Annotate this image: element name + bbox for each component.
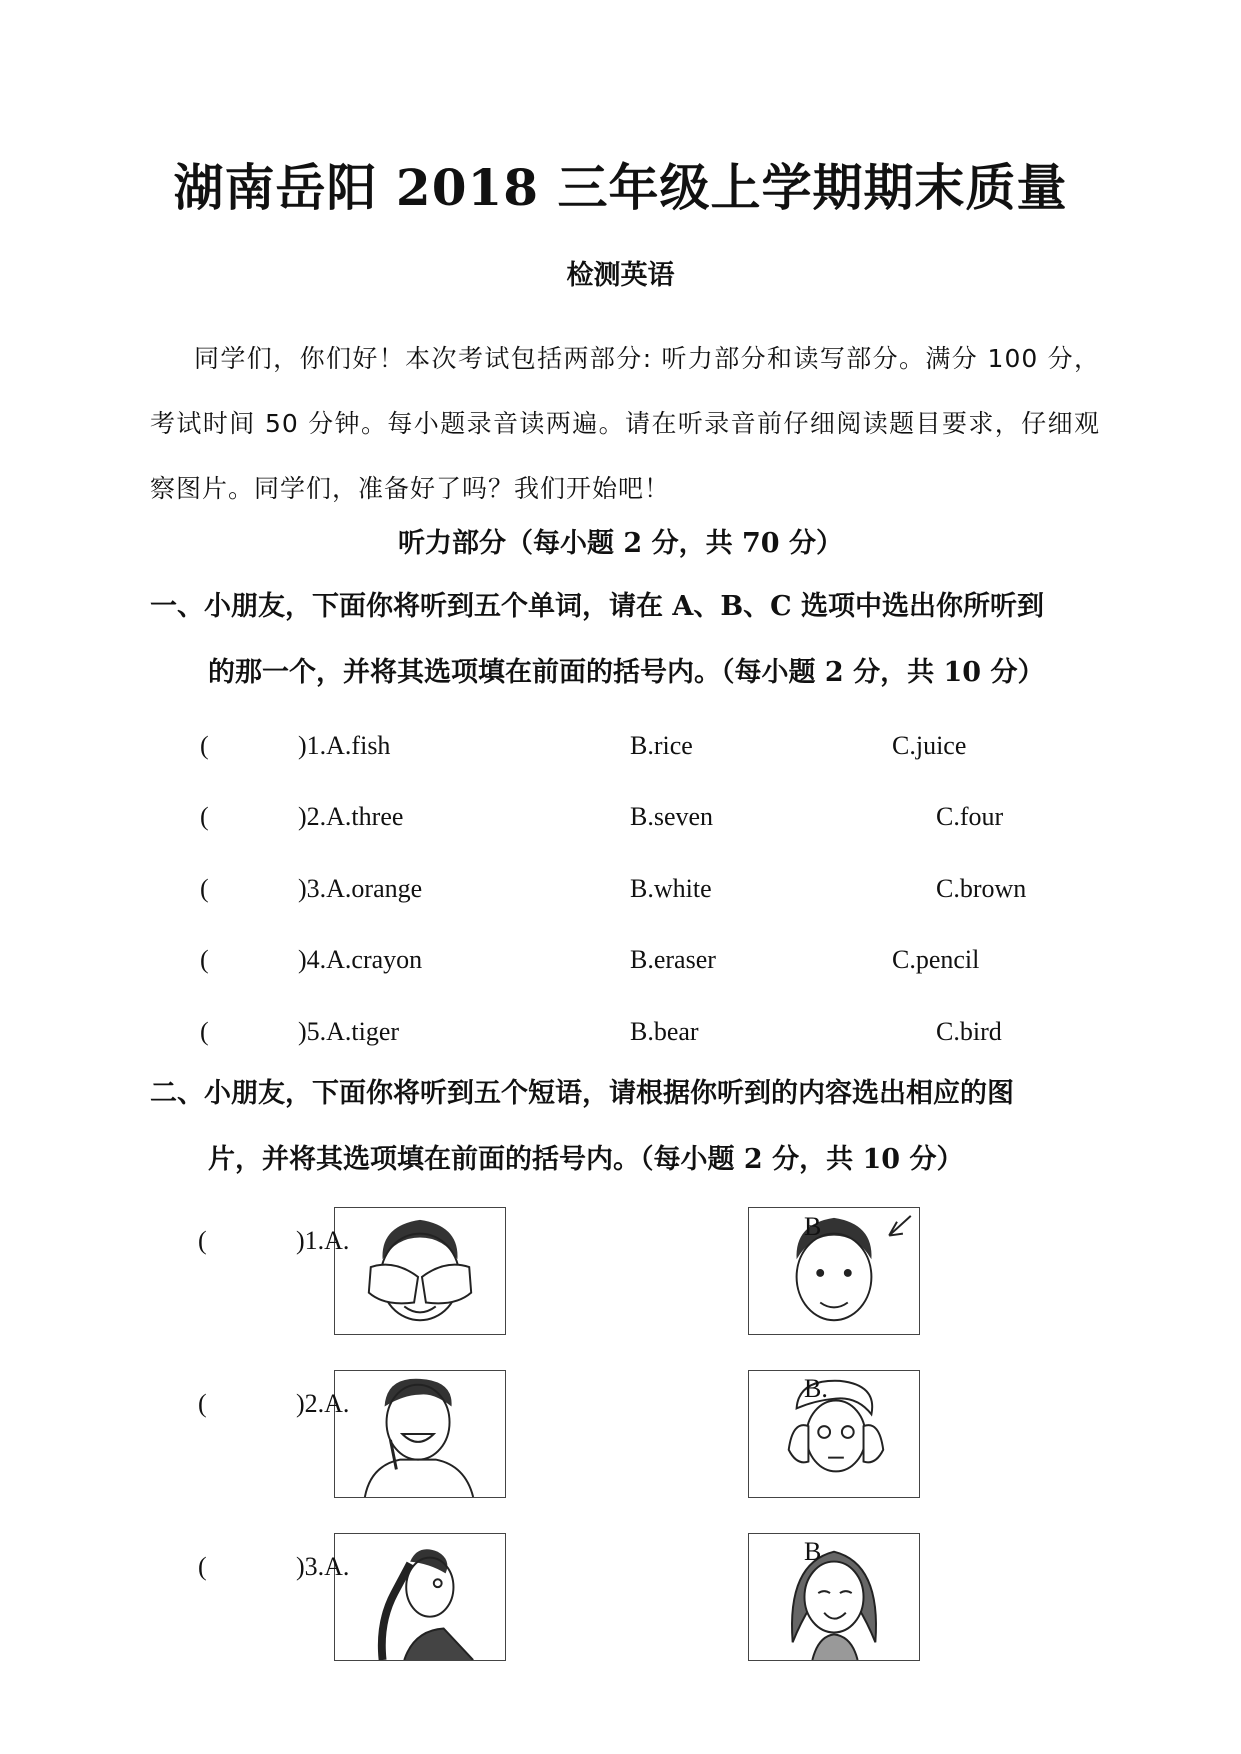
q5-option-a: )5.A.tiger — [298, 1017, 400, 1046]
picture-touch-mouth[interactable] — [334, 1370, 506, 1498]
page-title: 湖南岳阳 2018 三年级上学期期末质量 — [173, 158, 1068, 217]
q2-option-a: )2.A.three — [298, 802, 404, 831]
q1-option-a: )1.A.fish — [298, 731, 391, 760]
picture-cover-eyes[interactable] — [334, 1207, 506, 1335]
page-subtitle: 检测英语 — [566, 260, 675, 291]
answer-paren[interactable]: ( — [198, 1552, 207, 1581]
p2-q3-option-b: B — [804, 1537, 822, 1566]
q3-option-a: )3.A.orange — [298, 874, 423, 903]
q4-option-b: B.eraser — [630, 945, 716, 974]
answer-paren[interactable]: ( — [198, 1226, 207, 1255]
p2-q2-option-b: B. — [804, 1374, 828, 1403]
part2-line2: 片，并将其选项填在前面的括号内。（每小题 2 分，共 10 分） — [208, 1144, 964, 1175]
answer-paren[interactable]: ( — [198, 1389, 207, 1418]
answer-paren[interactable]: ( — [200, 945, 209, 974]
section-title: 听力部分（每小题 2 分，共 70 分） — [398, 528, 843, 559]
part1-line1: 一、小朋友，下面你将听到五个单词，请在 A、B、C 选项中选出你所听到 — [150, 591, 1045, 622]
q5-option-c: C.bird — [936, 1017, 1002, 1046]
p2-q2-option-a: )2.A. — [296, 1389, 350, 1418]
answer-paren[interactable]: ( — [200, 731, 209, 760]
answer-paren[interactable]: ( — [200, 874, 209, 903]
answer-paren[interactable]: ( — [200, 802, 209, 831]
picture-boy-ear[interactable] — [748, 1207, 920, 1335]
q2-option-b: B.seven — [630, 802, 714, 831]
intro-paragraph: 同学们，你们好！本次考试包括两部分: 听力部分和读写部分。满分 100 分，考试时间 50 分钟。每小题录音读两遍。请在听录音前仔细阅读题目要求，仔细观察图片。同学们，准备好了吗？我们开始吧！ — [150, 344, 1100, 503]
picture-girl-hands-head[interactable] — [748, 1370, 920, 1498]
part2-line1: 二、小朋友，下面你将听到五个短语，请根据你听到的内容选出相应的图 — [150, 1078, 1014, 1109]
q2-option-c: C.four — [936, 802, 1004, 831]
q4-option-c: C.pencil — [892, 945, 980, 974]
q5-option-b: B.bear — [630, 1017, 699, 1046]
p2-q1-option-a: )1.A. — [296, 1226, 350, 1255]
q1-option-b: B.rice — [630, 731, 693, 760]
q1-option-c: C.juice — [892, 731, 967, 760]
picture-scratch-head[interactable] — [334, 1533, 506, 1661]
q4-option-a: )4.A.crayon — [298, 945, 423, 974]
q3-option-c: C.brown — [936, 874, 1027, 903]
picture-girl-laugh[interactable] — [748, 1533, 920, 1661]
p2-q1-option-b: B — [804, 1212, 822, 1241]
p2-q3-option-a: )3.A. — [296, 1552, 350, 1581]
part1-line2: 的那一个，并将其选项填在前面的括号内。（每小题 2 分，共 10 分） — [208, 657, 1045, 688]
part1-instructions — [150, 574, 1100, 706]
answer-paren[interactable]: ( — [200, 1017, 209, 1046]
part2-instructions — [150, 1061, 1100, 1193]
q3-option-b: B.white — [630, 874, 712, 903]
